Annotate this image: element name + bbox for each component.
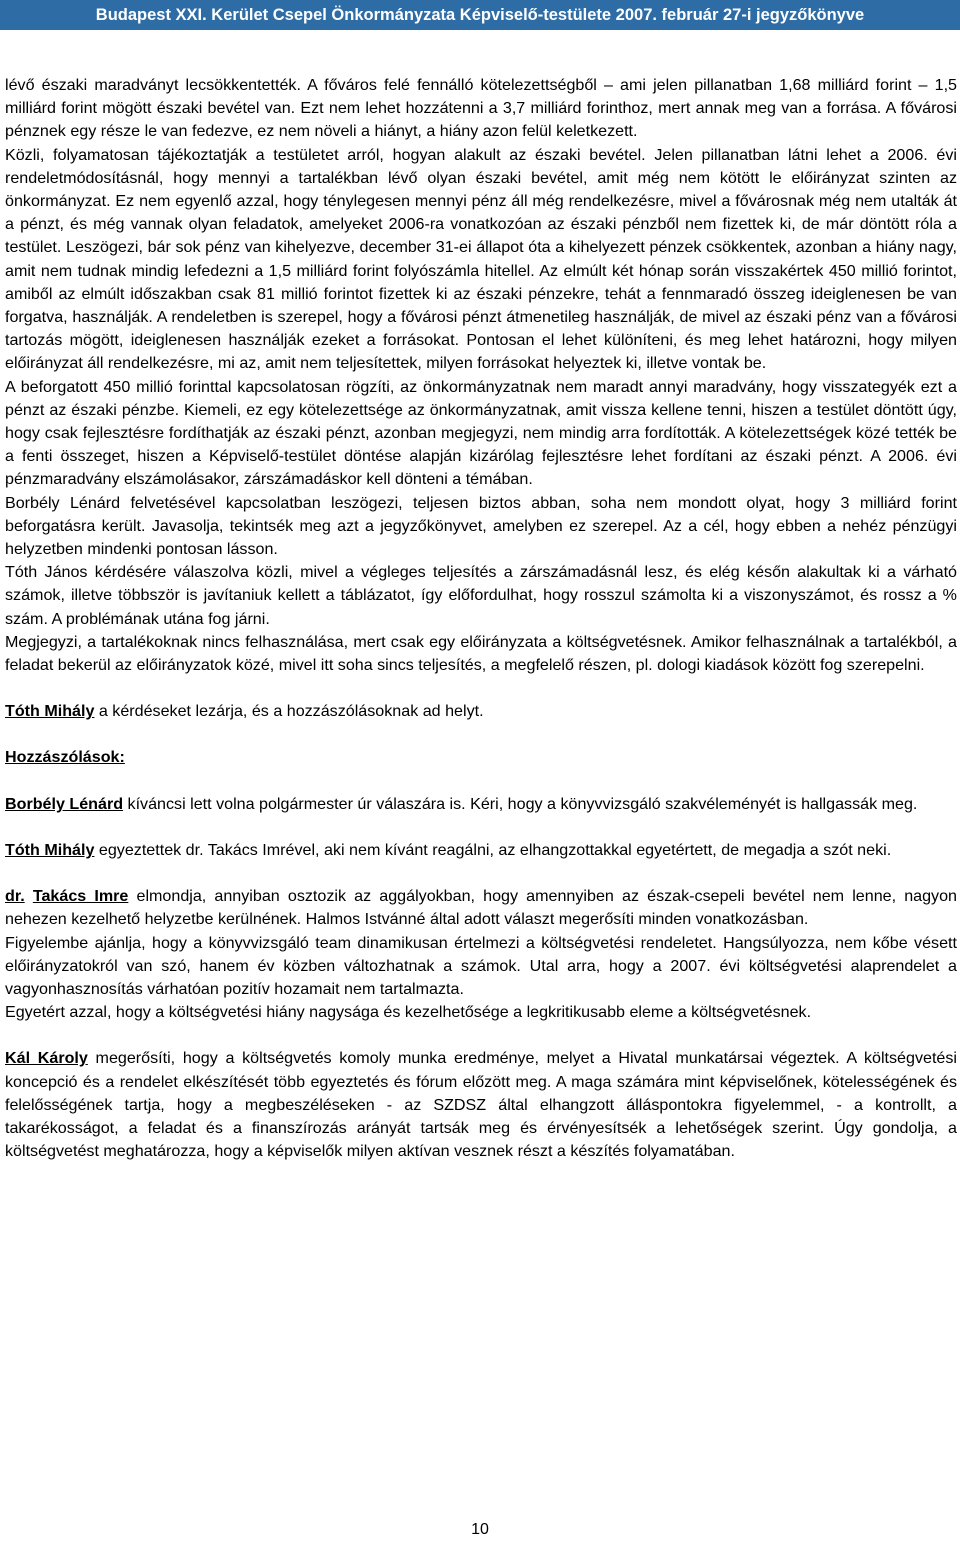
document-header [0,0,960,30]
spacer [5,723,957,746]
speaker-paragraph [5,1047,957,1163]
paragraph: lévő északi maradványt lecsökkentették. A főváros felé fennálló kötelezettségből – ami jelen pillanatban 1,68 milliárd forint – 1,5 milliárd forint mögött északi bevétel van. Ezt nem lehet hozzátenni a 3,7 milliárd forinthoz, mert annak meg van a forrása. A fővárosi pénznek egy része le van fedezve, ez nem növeli a hiányt, a hiány azon felül keletkezett. [5,76,957,141]
page-number: 10 [471,1521,489,1538]
speaker-paragraph [5,700,957,723]
paragraph: Közli, folyamatosan tájékoztatják a testületet arról, hogyan alakult az északi bevétel. Jelen pillanatban látni lehet a 2006. évi rendeletmódosításnál, hogy mennyi a tartalékban lévő olyan északi bevétel, amit még nem kötött le előirányzat szinten az önkormányzat. Ez nem egyenlő azzal, hogy ténylegesen mennyi pénz áll még rendelkezésre, mivel a fővárosnak még nem utalták át a pénzt, és még vannak olyan feladatok, amelyeket 2006-ra vonatkozóan az északi pénzből nem fizettek ki, de már döntött róla a testület. Leszögezi, bár sok pénz van kihelyezve, december 31-ei állapot óta a kihelyezett pénzek csökkentek, azonban a hiány nagy, amit nem tudnak mindig lefedezni a 1,5 milliárd forint folyószámla hitellel. Az elmúlt két hónap során visszakértek 450 millió forintot, amiből az elmúlt időszakban csak 81 millió forintot fizettek ki az északi pénzekre, tehát a fennmaradó összeg ideiglenesen be van forgatva, használják. A rendeletben is szerepel, hogy a fővárosi pénzt átmenetileg használják, de mivel az északi pénz van a fővárosi tartozás mögött, ideiglenesen használják ezeket a forrásokat. Pontosan el lehet különíteni, és meg lehet határozni, hogy milyen előirányzat áll rendelkezésre, mi az, amit nem teljesítettek, milyen forrásokat helyeztek ki, illetve vontak be. [5,145,957,373]
speaker-paragraph [5,885,957,931]
paragraph: Megjegyzi, a tartalékoknak nincs felhasználása, mert csak egy előirányzata a költségvetésnek. Amikor felhasználnak a tartalékból, a feladat bekerül az előirányzatok közé, mivel itt soha sincs teljesítés, a megfelelő részen, pl. dologi kiadások között fog szerepelni. [5,632,957,675]
paragraph: A beforgatott 450 millió forinttal kapcsolatosan rögzíti, az önkormányzatnak nem maradt annyi maradvány, hogy visszategyék ezt a pénzt az északi pénzbe. Kiemeli, ez egy kötelezettsége az önkormányzatnak, amit vissza kellene tenni, hiszen a testület döntött úgy, hogy csak fejlesztésre fordíthatják az északi pénzt, azonban megjegyzi, nem mindig arra fordították. A kötelezettségek közé tették be a fenti összeget, hiszen a Képviselő-testület döntése alapján kizárólag fejlesztésre lehet fordítani az északi pénzt. A 2006. évi pénzmaradvány elszámolásakor, zárszámadáskor kell dönteni a témában. [5,377,957,489]
spacer [5,770,957,793]
section-heading-text: Hozzászólások: [5,748,125,767]
speaker-text: egyeztettek dr. Takács Imrével, aki nem kívánt reagálni, az elhangzottakkal egyetértett, de megadja a szót neki. [94,840,892,859]
speaker-paragraph [5,793,957,816]
speaker-text: elmondja, annyiban osztozik az aggályokban, hogy amennyiben az észak-csepeli bevétel nem lenne, nagyon nehezen kezelhető helyzetbe kerülnének. Halmos Istvánné által adott választ megerősíti minden vonatkozásban. [5,887,958,929]
speaker-name: Kál Károly [5,1049,88,1068]
spacer [5,862,957,885]
paragraph: Borbély Lénárd felvetésével kapcsolatban leszögezi, teljesen biztos abban, soha nem mondott olyat, hogy 3 milliárd forint beforgatásra került. Javasolja, tekintsék meg azt a jegyzőkönyvet, amelyben ez szerepel. Az a cél, hogy ebben a nehéz pénzügyi helyzetben mindenki pontosan lásson. [5,493,957,559]
speaker-name: Takács Imre [32,887,129,906]
paragraph: Figyelembe ajánlja, hogy a könyvvizsgáló team dinamikusan értelmezi a költségvetési rendeletet. Hangsúlyozza, nem kőbe vésett előirányzatokról van szó, hanem év közben változhatnak a számok. Utal arra, hogy a 2007. évi költségvetési alaprendelet a vagyonhasznosítás várhatóan pozitív hozamait nem tartalmazta. [5,933,957,998]
speaker-name: Borbély Lénárd [5,794,124,813]
speaker-title: dr. [5,887,25,906]
speaker-text: kíváncsi lett volna polgármester úr válaszára is. Kéri, hogy a könyvvizsgáló szakvéleményét is hallgassák meg. [123,794,918,813]
spacer [5,1024,957,1047]
paragraph: Egyetért azzal, hogy a költségvetési hiány nagysága és kezelhetősége a legkritikusabb eleme a költségvetésnek. [5,1003,812,1022]
document-header-title: Budapest XXI. Kerület Csepel Önkormányzata Képviselő-testülete 2007. február 27-i jegyzőkönyve [95,6,865,24]
section-heading [5,746,957,769]
spacer [5,816,957,839]
paragraph: Tóth János kérdésére válaszolva közli, mivel a végleges teljesítés a zárszámadásnál lesz, és elég későn alakultak ki a várható számok, illetve többször is javítaniuk kellett a táblázatot, így előfordulhat, hogy rosszul számolta ki a viszonyszámot, és rossz a % szám. A problémának utána fog járni. [5,563,957,628]
speaker-name: Tóth Mihály [5,840,95,859]
spacer [5,677,957,700]
document-body [5,74,957,1163]
speaker-paragraph [5,839,957,862]
speaker-text: megerősíti, hogy a költségvetés komoly munka eredménye, melyet a Hivatal munkatársai végeztek. A költségvetési koncepció és a rendelet elkészítését több egyeztetés és fórum előzött meg. A maga számára mint képviselőnek, kötelességének és felelősségének tartja, hogy a megbeszéléseken - az SZDSZ által elhangzott álláspontokra figyelemmel, - a kontrollt, a takarékosságot, a feladat és a finanszírozás arányát tartsák meg és érvényesítsék a lehetőségek szerint. Úgy gondolja, a költségvetést meghatározza, hogy a képviselők milyen aktívan vesznek részt a készítés folyamatában. [5,1049,957,1161]
speaker-text: a kérdéseket lezárja, és a hozzászólásoknak ad helyt. [94,702,484,721]
speaker-name: Tóth Mihály [5,702,95,721]
